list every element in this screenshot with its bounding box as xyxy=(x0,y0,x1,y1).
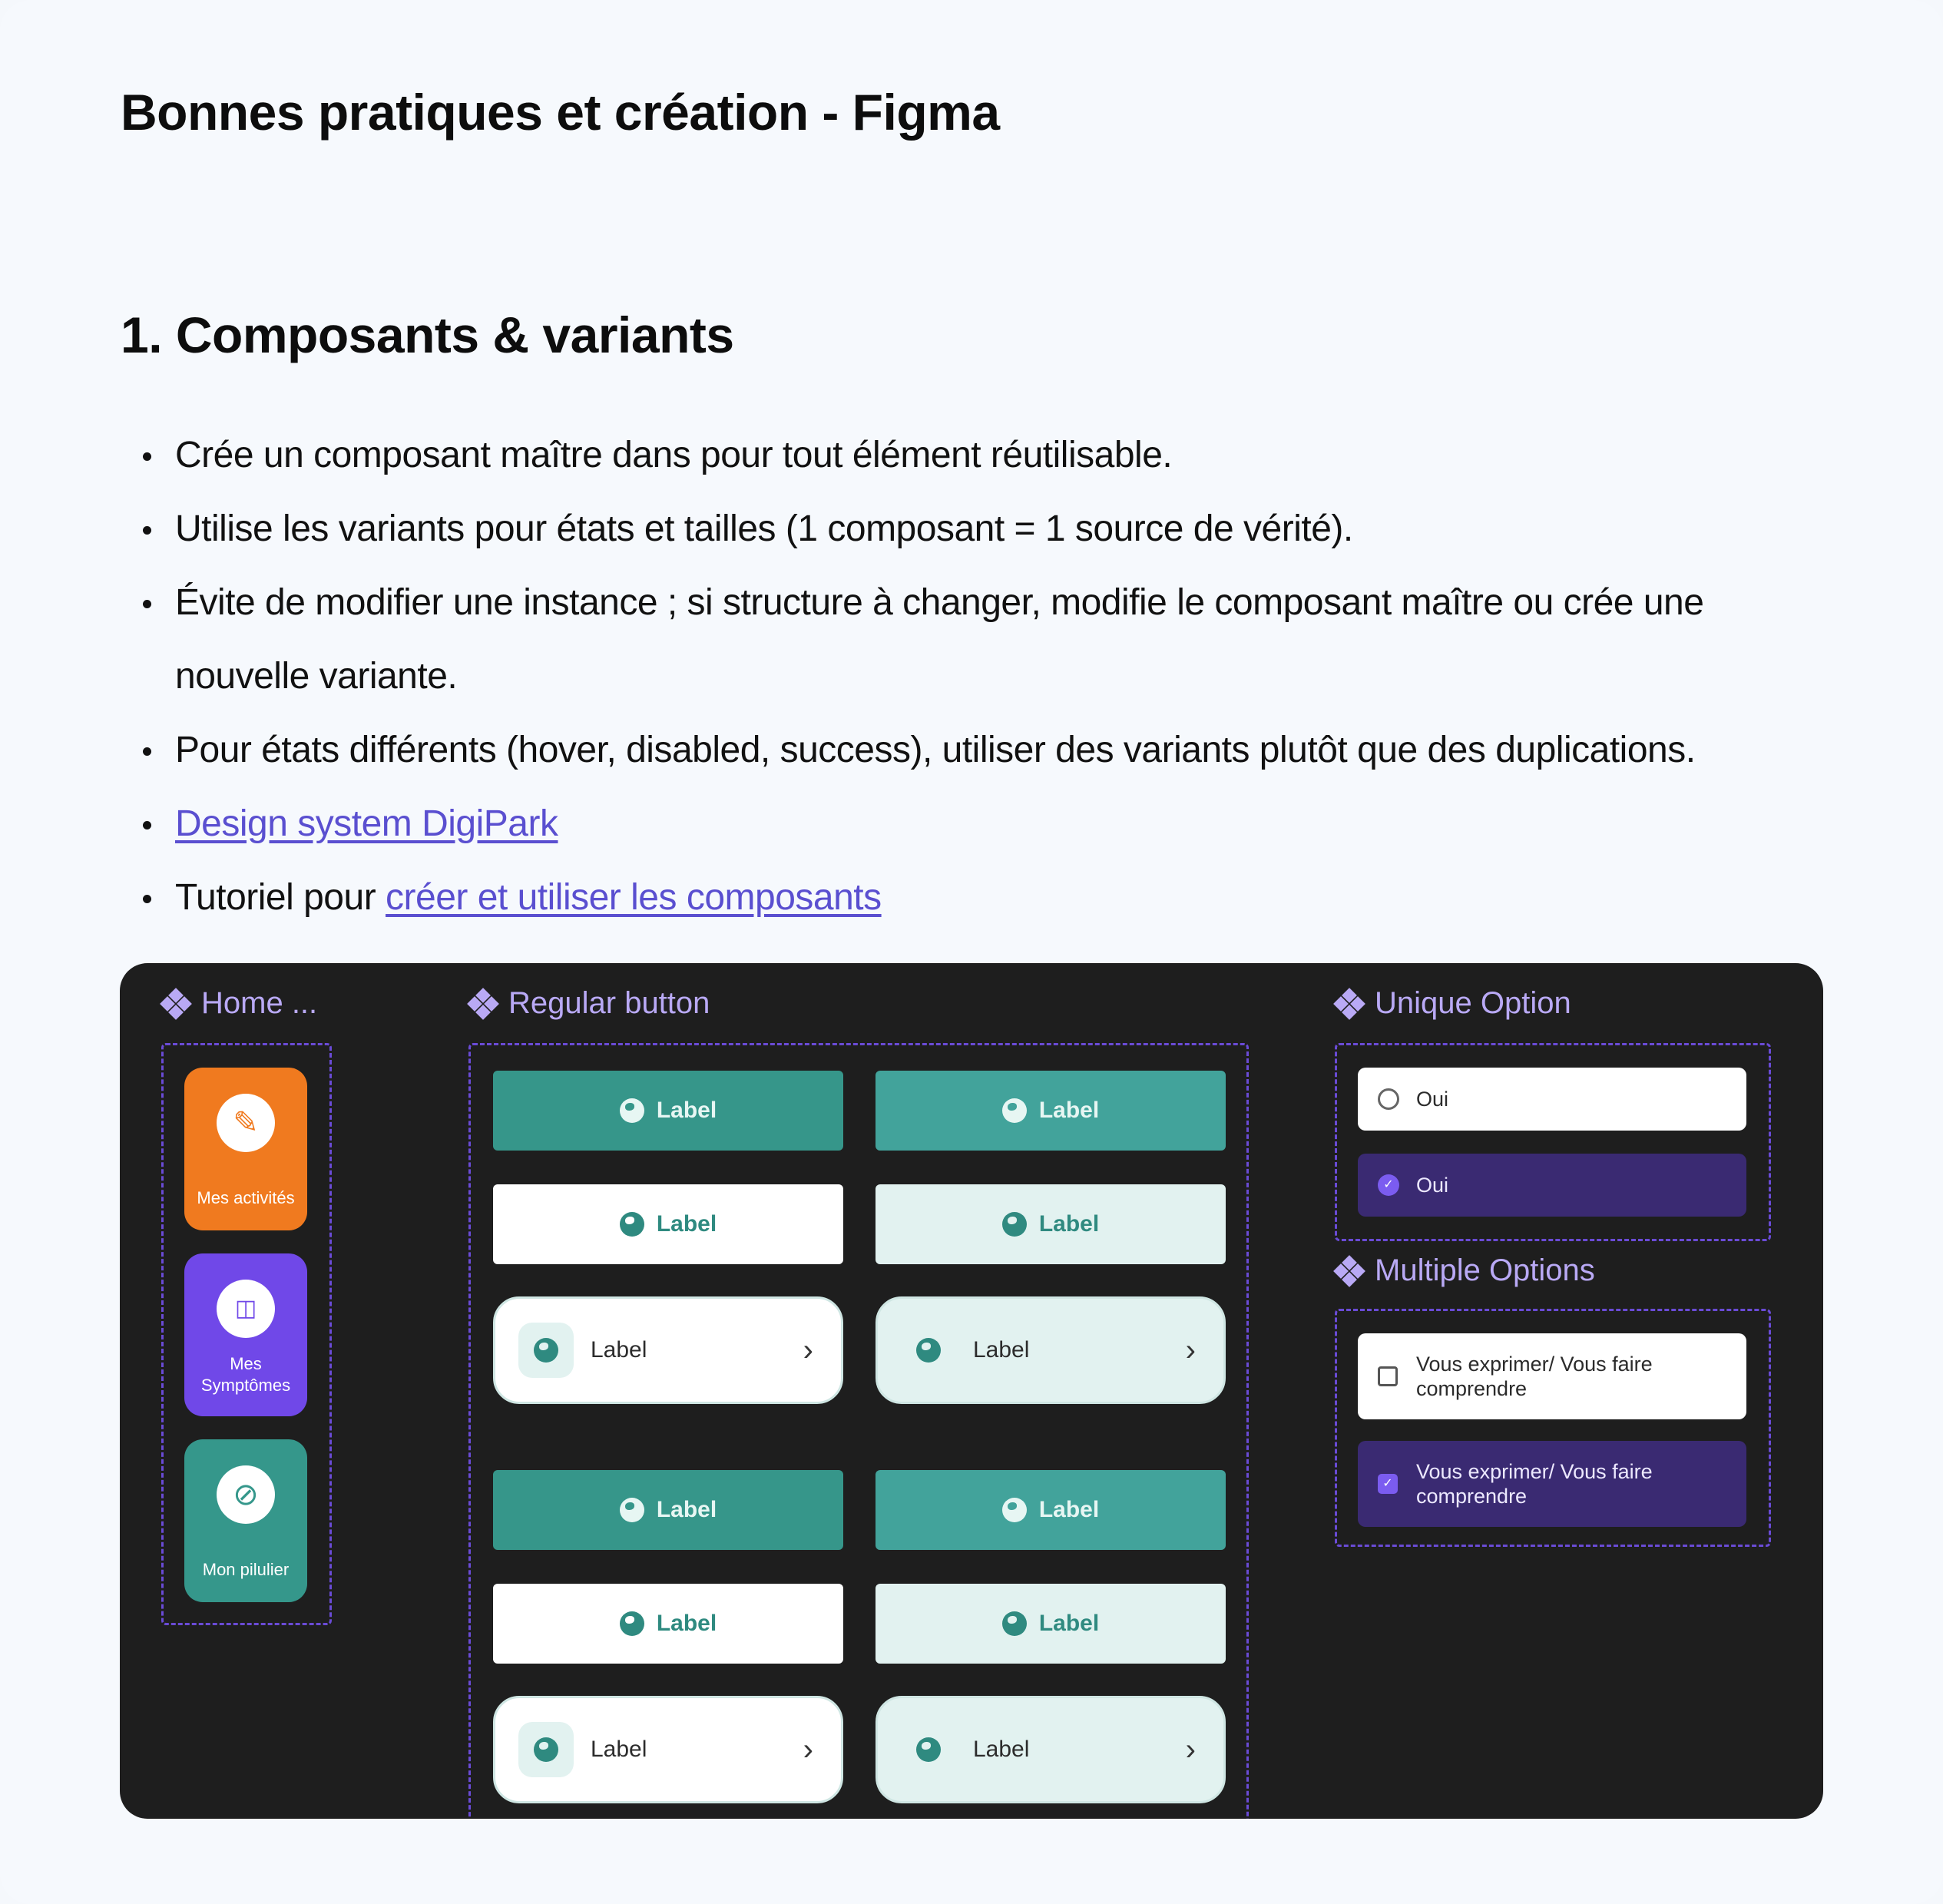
globe-icon xyxy=(620,1212,644,1237)
button-secondary[interactable]: Label xyxy=(493,1584,843,1664)
globe-icon xyxy=(916,1737,941,1762)
radio-icon xyxy=(1378,1088,1399,1110)
globe-icon xyxy=(534,1338,558,1363)
globe-icon xyxy=(1002,1212,1027,1237)
checkbox-icon xyxy=(1378,1366,1398,1386)
checkbox-checked-icon: ✓ xyxy=(1378,1474,1398,1494)
globe-icon xyxy=(534,1737,558,1762)
home-tile-pill-box[interactable]: ⊘ Mon pilulier xyxy=(184,1439,307,1602)
globe-icon xyxy=(1002,1498,1027,1522)
globe-icon xyxy=(1002,1098,1027,1123)
list-item xyxy=(138,861,1828,935)
frame-label-regular-button[interactable]: Regular button xyxy=(468,986,710,1021)
component-icon xyxy=(1335,989,1364,1018)
list-button[interactable]: Label › xyxy=(493,1296,843,1404)
button-primary[interactable]: Label xyxy=(493,1470,843,1550)
home-tile-activities[interactable]: ✎ Mes activités xyxy=(184,1068,307,1230)
list-item xyxy=(138,787,1828,861)
button-secondary[interactable]: Label xyxy=(493,1184,843,1264)
chevron-right-icon: › xyxy=(1185,1333,1196,1367)
radio-option[interactable]: Oui xyxy=(1358,1068,1746,1131)
globe-icon xyxy=(916,1338,941,1363)
list-item: Pour états différents (hover, disabled, success), utiliser des variants plutôt que des duplications. xyxy=(138,714,1828,787)
list-button[interactable]: Label › xyxy=(493,1696,843,1803)
section-title: 1. Composants & variants xyxy=(121,306,734,363)
list-item: Crée un composant maître dans pour tout élément réutilisable. xyxy=(138,419,1828,492)
tutorial-link[interactable]: créer et utiliser les composants xyxy=(386,877,882,918)
radio-option-selected[interactable]: ✓ Oui xyxy=(1358,1154,1746,1217)
button-secondary-hover[interactable]: Label xyxy=(876,1584,1226,1664)
globe-icon xyxy=(620,1098,644,1123)
radio-checked-icon: ✓ xyxy=(1378,1174,1399,1196)
checkbox-option-selected[interactable]: ✓ Vous exprimer/ Vous faire comprendre xyxy=(1358,1441,1746,1527)
component-icon xyxy=(161,989,190,1018)
button-primary-hover[interactable]: Label xyxy=(876,1470,1226,1550)
figma-screenshot xyxy=(120,963,1823,1819)
scan-icon: ◫ xyxy=(217,1280,275,1338)
list-item: Évite de modifier une instance ; si structure à changer, modifie le composant maître ou crée une nouvelle variante. xyxy=(138,566,1828,714)
checkbox-option[interactable]: Vous exprimer/ Vous faire comprendre xyxy=(1358,1333,1746,1419)
home-tile-symptoms[interactable]: ◫ Mes Symptômes xyxy=(184,1253,307,1416)
button-secondary-hover[interactable]: Label xyxy=(876,1184,1226,1264)
frame-label-home[interactable]: Home ... xyxy=(161,986,317,1021)
list-item: Utilise les variants pour états et tailles (1 composant = 1 source de vérité). xyxy=(138,492,1828,566)
component-icon xyxy=(1335,1257,1364,1286)
button-primary[interactable]: Label xyxy=(493,1071,843,1151)
list-button-hover[interactable]: Label › xyxy=(876,1296,1226,1404)
chevron-right-icon: › xyxy=(803,1333,813,1367)
globe-icon xyxy=(620,1611,644,1636)
list-button-hover[interactable]: Label › xyxy=(876,1696,1226,1803)
globe-icon xyxy=(1002,1611,1027,1636)
button-primary-hover[interactable]: Label xyxy=(876,1071,1226,1151)
chevron-right-icon: › xyxy=(1185,1732,1196,1767)
page-title: Bonnes pratiques et création - Figma xyxy=(121,84,1000,141)
component-icon xyxy=(468,989,498,1018)
pill-icon: ⊘ xyxy=(217,1465,275,1524)
pencil-icon: ✎ xyxy=(217,1094,275,1152)
design-system-link[interactable]: Design system DigiPark xyxy=(175,803,558,844)
frame-label-multiple-options[interactable]: Multiple Options xyxy=(1335,1253,1595,1288)
frame-label-unique-option[interactable]: Unique Option xyxy=(1335,986,1571,1021)
globe-icon xyxy=(620,1498,644,1522)
tutorial-prefix: Tutoriel pour xyxy=(175,877,386,918)
bullet-list xyxy=(138,419,1828,935)
chevron-right-icon: › xyxy=(803,1732,813,1767)
